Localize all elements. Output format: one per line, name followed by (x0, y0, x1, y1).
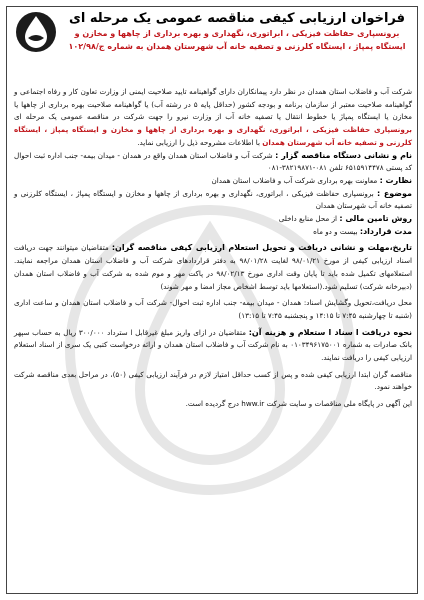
section-label: روش تامین مالی : (339, 214, 412, 224)
section-text: معاونت بهره برداری شرکت آب و فاضلاب استان همدان (211, 175, 378, 185)
section-label: موضوع : (376, 188, 412, 198)
section-text: متقاضیان در ازای واریز مبلغ غیرقابل ا سترداد ۳۰۰/۰۰۰ ریال به حساب سپهر بانک صادرات به شماره ۰۱۰۳۴۹۶۱۷۵۰۰۱ به نام شرکت آب و فاضلاب استان همدان و ارائه درخواست کتبی یک سری از اسناد استعلام ارزیابی کیفی را دریافت نمایند. (14, 327, 412, 363)
section-duration (14, 226, 412, 239)
section-text: بیست و دو ماه (313, 226, 358, 236)
section-label: تاریخ،مهلت و نشانی دریافت و تحویل استعلام ارزیابی کیفی مناقصه گران: (111, 243, 412, 253)
page-subtitle: برونسپاری حفاظت فیزیکی ، ابراتوری، نگهداری و بهره برداری از چاهها و مخازن و ایستگاه پمپاژ ، ایستگاه کلرزنی و تصفیه خانه آب شهرستان همدان به شماره ج/۱۰۲/۹۸ (68, 29, 406, 51)
section-funding (14, 213, 412, 226)
section-location (14, 297, 412, 322)
section-subject (14, 188, 412, 213)
section-label: نظارت : (379, 175, 412, 185)
section-label: نام و نشانی دستگاه مناقصه گزار : (275, 150, 412, 160)
intro-subject: برونسپاری حفاظت فیزیکی ، ابراتوری، نگهداری و بهره برداری از چاهها و مخازن و ایستگاه پمپاژ ، ایستگاه کلرزنی و تصفیه خانه آب شهرستان همدان (14, 125, 412, 147)
page-title: فراخوان ارزیابی کیفی مناقصه عمومی یک مرحله ای (68, 11, 406, 26)
section-text: مناقصه گران ابتدا ارزیابی کیفی شده و پس از کسب حداقل امتیاز لازم در فرآیند ارزیابی کیفی (۵۰)، در مراحل بعدی مناقصه شرکت خواهند نمود. (14, 369, 412, 392)
section-supervision (14, 175, 412, 188)
section-evaluation-note (14, 369, 412, 394)
section-fee (14, 327, 412, 365)
section-text: برونسپاری حفاظت فیزیکی ، ابراتوری، نگهداری و بهره برداری از چاهها و مخازن و ایستگاه پمپاژ ، ایستگاه کلرزنی و تصفیه خانه آب شهرستان همدان (14, 188, 412, 211)
section-label: مدت قرارداد: (359, 226, 412, 236)
announcement-body (14, 86, 412, 411)
section-text: محل دریافت،تحویل وگشایش اسناد: همدان - میدان بیمه- جنب اداره ثبت احوال- شرکت آب و فاضلاب استان همدان و ساعت اداری (شنبه تا چهارشنبه ۷:۴۵ تا ۱۴:۱۵ و پنجشنبه ۷:۴۵ تا ۱۳:۱۵) (14, 298, 412, 320)
intro-text-b: با اطلاعات مشروحه ذیل را ارزیابی نماید. (137, 137, 260, 147)
section-dates (14, 242, 412, 293)
section-text: از محل منابع داخلی (278, 214, 338, 224)
section-organizer (14, 150, 412, 175)
section-publication-note (14, 398, 412, 411)
intro-text-a: شرکت آب و فاضلاب استان همدان در نظر دارد پیمانکاران دارای گواهینامه تایید صلاحیت ایمنی از وزارت تعاون کار و رفاه اجتماعی و گواهینامه صلاحیت معتبر از سازمان برنامه و بودجه کشور (حداقل پایه ۵ در رشته آب) یا گواهینامه صلاحیت بهره برداری از چاهها یا مخازن یا ایستگاه پمپاژ یا خطوط انتقال یا تصفیه خانه آب از وزارت نیرو را جهت شرکت در مناقصه عمومی یک مرحله ای (14, 87, 412, 122)
section-text: این آگهی در پایگاه ملی مناقصات و سایت شرکت hww.ir درج گردیده است. (185, 399, 412, 409)
intro-paragraph (14, 86, 412, 150)
section-text: متقاضیان میتوانند جهت دریافت اسناد ارزیابی کیفی از مورخ ۹۸/۰۱/۲۱ لغایت ۹۸/۰۱/۲۸ به دفتر قراردادهای شرکت آب و فاضلاب استان همدان مراجعه نمایند. استعلامهای تکمیل شده باید تا پایان وقت اداری مورخ ۹۸/۰۲/۱۳ در پاکت مهر و موم شده به شرکت آب و فاضلاب استان همدان (دبیرخانه شرکت) تسلیم شود.(استعلامها باید توسط اشخاص مجاز امضا و مهر شوند) (14, 243, 412, 291)
water-drop-logo (14, 10, 58, 54)
section-label: نحوه دریافت ا سناد ا ستعلام و هزینه آن: (248, 327, 412, 337)
header (60, 10, 414, 53)
section-text: شرکت آب و فاضلاب استان همدان واقع در همدان - میدان بیمه- جنب اداره ثبت احوال کد پستی ۶۵۱۵۹۱۴۴۷۸ تلفن ۰۸۱-۳۸۲۱۹۸۷۱-۰۸۱ (14, 150, 412, 173)
